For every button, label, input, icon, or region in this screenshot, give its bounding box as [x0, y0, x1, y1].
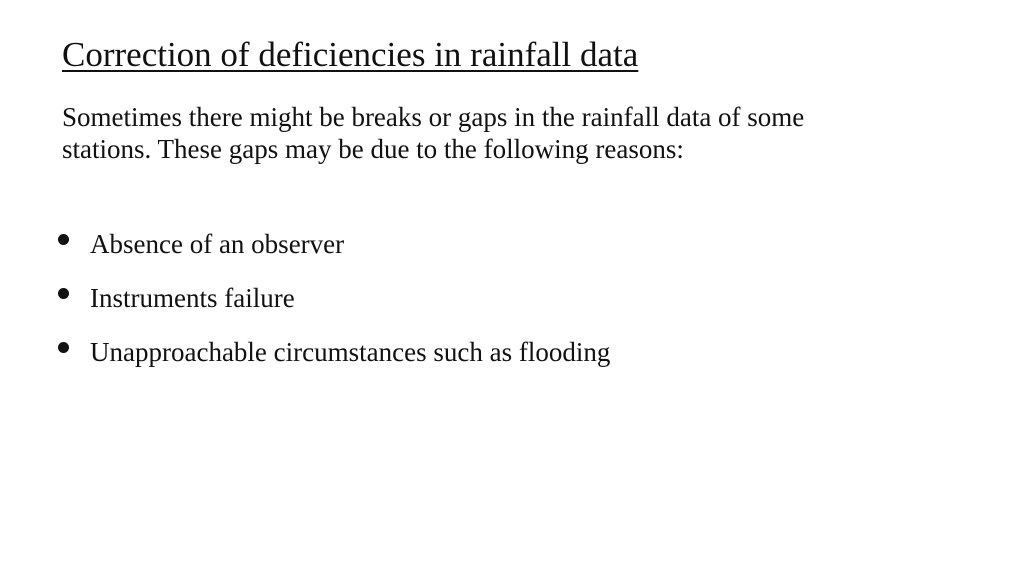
intro-line-1: Sometimes there might be breaks or gaps in the rainfall data of some: [62, 102, 805, 132]
list-item-text: Unapproachable circumstances such as flooding: [90, 337, 611, 367]
list-item-text: Instruments failure: [90, 283, 295, 313]
bullet-icon: [58, 342, 69, 353]
slide-title: Correction of deficiencies in rainfall data: [62, 35, 639, 74]
intro-paragraph: [62, 101, 942, 165]
intro-line-2: stations. These gaps may be due to the following reasons:: [62, 134, 684, 164]
bullet-icon: [58, 234, 69, 245]
bullet-icon: [58, 288, 69, 299]
list-item-text: Absence of an observer: [90, 229, 345, 259]
